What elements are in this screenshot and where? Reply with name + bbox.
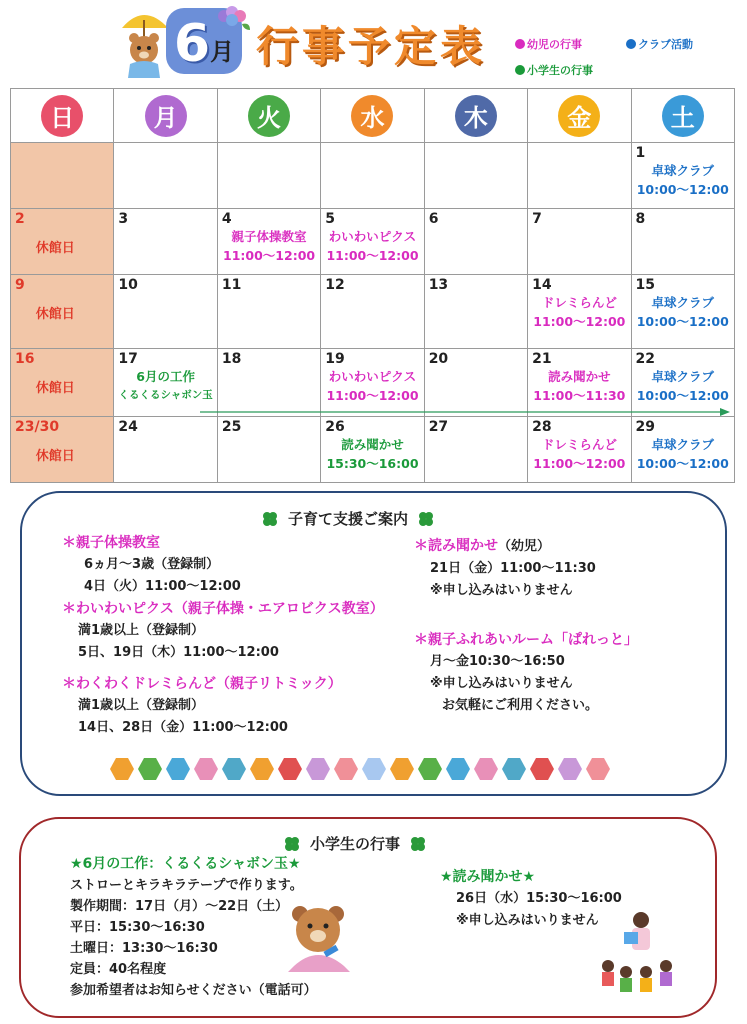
cell-date: 2 (15, 211, 25, 227)
support-title-text: 子育て支援ご案内 (288, 510, 409, 528)
program-line: 満1歳以上（登録制） (78, 623, 205, 638)
program-heading: ＊親子体操教室 (62, 535, 160, 551)
storytelling-kids-icon (596, 908, 686, 998)
calendar-day-cell (631, 143, 734, 209)
decorative-gem-row (110, 758, 610, 780)
closed-day-label: 休館日 (35, 381, 75, 396)
cell-date: 25 (221, 419, 242, 435)
cell-date: 17 (118, 351, 138, 367)
calendar-day-cell (217, 143, 320, 209)
cell-date: 19 (325, 351, 345, 367)
weekday-circle: 金 (558, 95, 600, 137)
period-arrow (200, 408, 730, 416)
cell-event-text: くるくるシャボン玉 (118, 389, 213, 401)
cell-date: 29 (635, 419, 656, 435)
calendar-week-row (11, 209, 735, 275)
calendar-cell-sunday (11, 275, 114, 349)
weekday-cell (321, 89, 424, 143)
cell-date: 8 (635, 211, 646, 227)
calendar-day-cell (321, 417, 424, 483)
calendar-day-cell (424, 275, 527, 349)
calendar-day-cell (631, 417, 734, 483)
legend-label: クラブ活動 (638, 38, 693, 51)
weekday-cell (528, 89, 631, 143)
weekday-cell (424, 89, 527, 143)
clover-icon (410, 836, 426, 852)
cell-event-text: 親子体操教室 (231, 229, 307, 244)
clover-icon (284, 836, 300, 852)
calendar-day-cell (424, 417, 527, 483)
calendar-day-cell (321, 349, 424, 417)
calendar-week-row (11, 143, 735, 209)
page-header (0, 0, 747, 88)
program-line: お気軽にご利用ください。 (442, 698, 599, 713)
story-heading: ★読み聞かせ★ (440, 869, 536, 885)
calendar-day-cell (528, 209, 631, 275)
calendar-day-cell (424, 349, 527, 417)
calendar-weekday-header (11, 89, 735, 143)
calendar-day-cell (114, 349, 217, 417)
cell-event-text: 読み聞かせ (341, 437, 404, 452)
calendar-day-cell (217, 349, 320, 417)
cell-date: 13 (428, 277, 449, 293)
program-heading: ＊読み聞かせ (414, 538, 498, 554)
cell-date: 28 (532, 419, 552, 435)
cell-event-text: 10:00～12:00 (636, 182, 729, 197)
calendar-week-row (11, 417, 735, 483)
program-line: 6ヵ月～3歳（登録制） (84, 557, 220, 572)
cell-event-text: 卓球クラブ (651, 437, 715, 452)
decorative-gem-icon (558, 758, 582, 780)
cell-date: 22 (635, 351, 656, 367)
cell-date: 6 (428, 211, 439, 227)
program-heading: ＊わいわいピクス（親子体操・エアロビクス教室） (62, 601, 384, 617)
bear-crafting-icon (284, 902, 356, 974)
elementary-title (284, 833, 426, 854)
cell-date: 18 (221, 351, 242, 367)
cell-event-text: 卓球クラブ (651, 369, 715, 384)
decorative-gem-icon (390, 758, 414, 780)
program-doremi-land (62, 673, 342, 739)
legend-label: 幼児の行事 (527, 38, 582, 51)
decorative-gem-icon (530, 758, 554, 780)
calendar-day-cell (321, 209, 424, 275)
cell-event-text: 卓球クラブ (651, 295, 715, 310)
cell-event-text: 15:30～16:00 (326, 456, 419, 471)
weekday-cell (114, 89, 217, 143)
program-parent-child-gym (62, 532, 241, 598)
program-line: 4日（火）11:00～12:00 (84, 579, 241, 594)
cell-date: 20 (428, 351, 449, 367)
cell-date: 7 (532, 211, 542, 227)
decorative-gem-icon (502, 758, 526, 780)
cell-date: 23/30 (15, 419, 60, 435)
program-line: 月～金10:30～16:50 (430, 654, 565, 669)
weekday-circle: 水 (351, 95, 393, 137)
elementary-title-text: 小学生の行事 (310, 835, 401, 853)
program-line: 5日、19日（木）11:00～12:00 (78, 645, 279, 660)
month-unit: 月 (210, 38, 235, 66)
decorative-gem-icon (110, 758, 134, 780)
cell-date: 5 (325, 211, 336, 227)
cell-date: 11 (221, 277, 242, 293)
calendar-day-cell (217, 209, 320, 275)
calendar-cell-sunday (11, 417, 114, 483)
program-storytelling-infant (414, 535, 596, 602)
program-heading-suffix: （幼児） (498, 539, 551, 554)
cell-date: 15 (635, 277, 656, 293)
cell-date: 1 (635, 145, 646, 161)
decorative-gem-icon (222, 758, 246, 780)
calendar-day-cell (631, 349, 734, 417)
cell-event-text: 卓球クラブ (651, 163, 715, 178)
decorative-gem-icon (166, 758, 190, 780)
craft-line: 参加希望者はお知らせください（電話可） (70, 983, 317, 998)
cell-event-text: 11:00～12:00 (533, 314, 626, 329)
program-line: ※申し込みはいりません (430, 676, 573, 691)
hydrangea-icon (212, 4, 252, 34)
cell-event-text: ドレミらんど (541, 437, 617, 452)
legend-dot (515, 65, 525, 75)
cell-date: 21 (532, 351, 552, 367)
weekday-circle: 木 (455, 95, 497, 137)
legend-club (626, 36, 693, 52)
program-waiwai-pics (62, 598, 384, 664)
program-palette-room (414, 629, 638, 717)
cell-event-text: 10:00～12:00 (636, 314, 729, 329)
weekday-circle: 火 (248, 95, 290, 137)
cell-event-text: 読み聞かせ (548, 369, 611, 384)
decorative-gem-icon (278, 758, 302, 780)
weekday-circle: 土 (662, 95, 704, 137)
cell-event-text: わいわいピクス (328, 229, 417, 244)
weekday-cell (217, 89, 320, 143)
cell-date: 27 (428, 419, 449, 435)
calendar-week-row (11, 349, 735, 417)
craft-line: 定員：40名程度 (70, 962, 167, 977)
calendar-cell-sunday (11, 209, 114, 275)
calendar-day-cell (321, 275, 424, 349)
legend-label: 小学生の行事 (527, 64, 593, 77)
cell-date: 3 (118, 211, 129, 227)
decorative-gem-icon (362, 758, 386, 780)
cell-event-text: 11:00～11:30 (533, 388, 626, 403)
calendar-day-cell (321, 143, 424, 209)
calendar-day-cell (528, 275, 631, 349)
decorative-gem-icon (418, 758, 442, 780)
decorative-gem-icon (474, 758, 498, 780)
program-line: 満1歳以上（登録制） (78, 698, 205, 713)
story-event (440, 866, 622, 932)
calendar-day-cell (528, 417, 631, 483)
closed-day-label: 休館日 (35, 241, 75, 256)
clover-icon (418, 511, 434, 527)
calendar-day-cell (528, 143, 631, 209)
decorative-gem-icon (138, 758, 162, 780)
craft-line: ストローとキラキラテープで作ります。 (70, 878, 303, 893)
legend-infant (515, 36, 582, 52)
story-line: ※申し込みはいりません (456, 913, 599, 928)
decorative-gem-icon (250, 758, 274, 780)
program-heading: ＊親子ふれあいルーム「ぱれっと」 (414, 632, 638, 648)
weekday-cell (631, 89, 734, 143)
calendar-cell-sunday (11, 143, 114, 209)
calendar-day-cell (631, 209, 734, 275)
weekday-circle: 月 (145, 95, 187, 137)
cell-event-text: 11:00～12:00 (533, 456, 626, 471)
cell-date: 4 (221, 211, 232, 227)
cell-event-text: 11:00～12:00 (326, 248, 419, 263)
calendar-day-cell (424, 143, 527, 209)
calendar-day-cell (217, 275, 320, 349)
calendar-day-cell (424, 209, 527, 275)
cell-date: 9 (15, 277, 25, 293)
cell-event-text: わいわいピクス (328, 369, 417, 384)
cell-event-text: 6月の工作 (136, 369, 195, 384)
cell-date: 10 (118, 277, 138, 293)
month-number: 6 (173, 14, 211, 74)
decorative-gem-icon (306, 758, 330, 780)
cell-date: 12 (325, 277, 345, 293)
cell-event-text: 11:00～12:00 (223, 248, 316, 263)
clover-icon (262, 511, 278, 527)
craft-event (70, 854, 317, 1001)
calendar-day-cell (631, 275, 734, 349)
program-line: 14日、28日（金）11:00～12:00 (78, 720, 288, 735)
cell-date: 26 (325, 419, 345, 435)
calendar-day-cell (114, 143, 217, 209)
cell-event-text: ドレミらんど (541, 295, 617, 310)
decorative-gem-icon (446, 758, 470, 780)
cell-event-text: 10:00～12:00 (636, 388, 729, 403)
story-line: 26日（水）15:30～16:00 (456, 891, 622, 906)
calendar-table (10, 88, 735, 483)
cell-date: 16 (15, 351, 35, 367)
craft-heading: ★6月の工作：くるくるシャボン玉★ (70, 856, 301, 872)
craft-line: 製作期間：17日（月）～22日（土） (70, 899, 289, 914)
page-title: 行事予定表 (256, 22, 487, 71)
calendar-cell-sunday (11, 349, 114, 417)
support-title (262, 508, 434, 529)
program-line: ※申し込みはいりません (430, 583, 573, 598)
calendar-day-cell (114, 209, 217, 275)
calendar-week-row (11, 275, 735, 349)
legend-dot (626, 39, 636, 49)
legend-elementary (515, 62, 593, 78)
decorative-gem-icon (586, 758, 610, 780)
calendar-day-cell (217, 417, 320, 483)
program-heading: ＊わくわくドレミらんど（親子リトミック） (62, 676, 342, 692)
cell-date: 14 (532, 277, 552, 293)
craft-line: 平日：15:30～16:30 (70, 920, 205, 935)
program-line: 21日（金）11:00～11:30 (430, 561, 596, 576)
closed-day-label: 休館日 (35, 449, 75, 464)
cell-date: 24 (118, 419, 138, 435)
craft-line: 土曜日：13:30～16:30 (70, 941, 218, 956)
cell-event-text: 10:00～12:00 (636, 456, 729, 471)
legend-dot (515, 39, 525, 49)
cell-event-text: 11:00～12:00 (326, 388, 419, 403)
weekday-cell (11, 89, 114, 143)
decorative-gem-icon (334, 758, 358, 780)
weekday-circle: 日 (41, 95, 83, 137)
bear-umbrella-icon (118, 6, 170, 80)
calendar-day-cell (528, 349, 631, 417)
calendar-day-cell (114, 417, 217, 483)
decorative-gem-icon (194, 758, 218, 780)
calendar-day-cell (114, 275, 217, 349)
closed-day-label: 休館日 (35, 307, 75, 322)
